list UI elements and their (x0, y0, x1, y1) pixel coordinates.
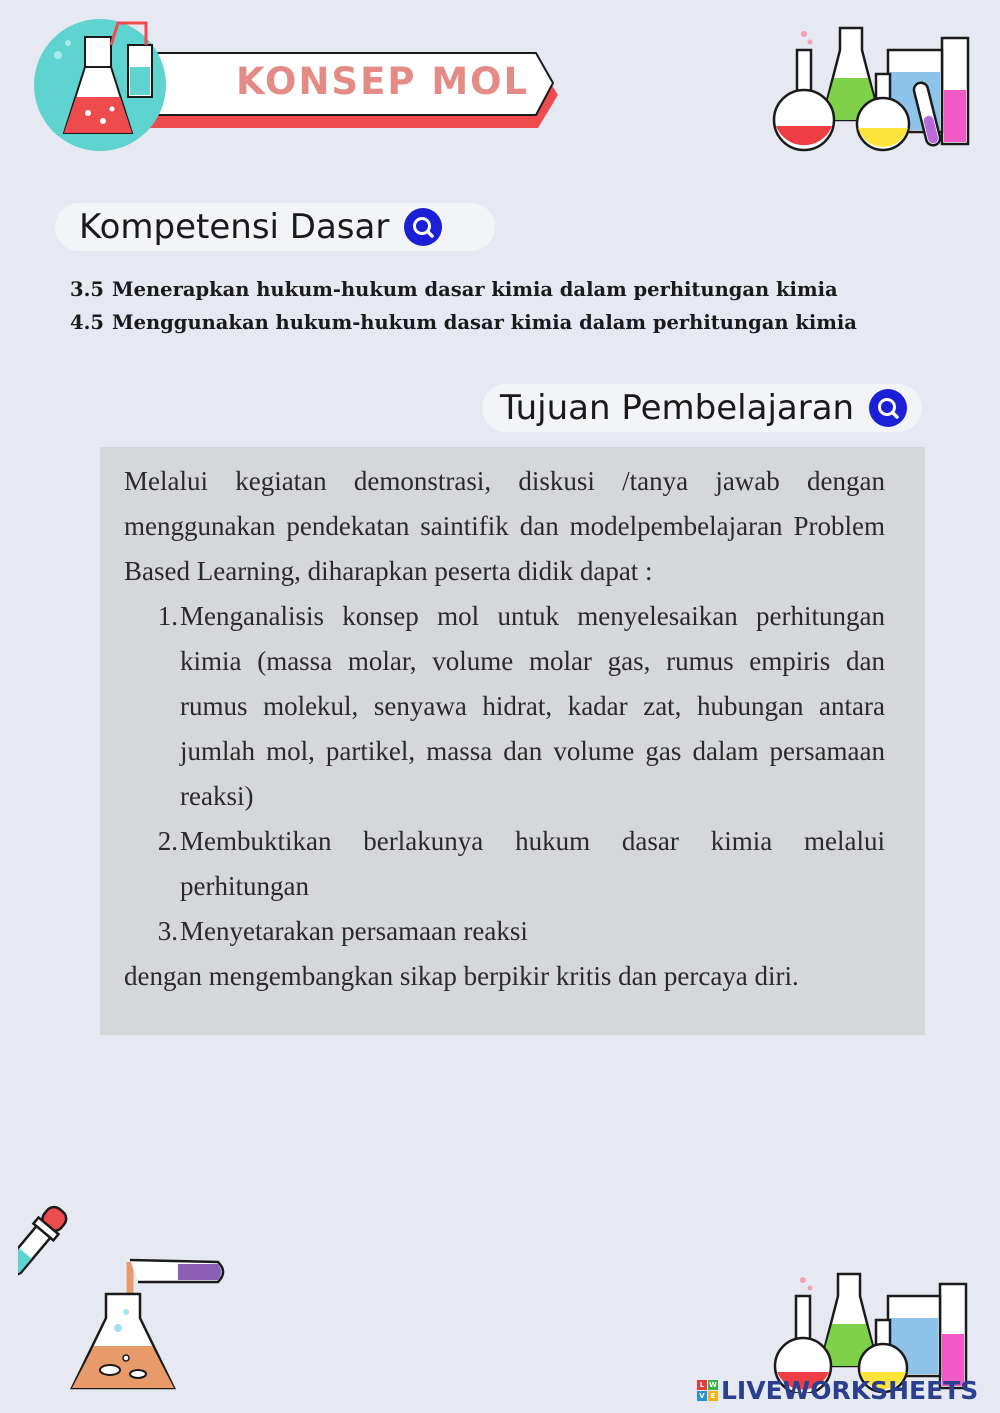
search-icon (868, 388, 908, 428)
objective-item (124, 594, 885, 819)
dropper-flask-icon (18, 1198, 233, 1398)
objective-text: Menganalisis konsep mol untuk menyelesaikan perhitungan kimia (massa molar, volume molar gas, rumus empiris dan rumus molekul, senyawa hidrat, kadar zat, hubungan antara jumlah mol, partikel, massa dan volume gas dalam persamaan reaksi) (180, 601, 885, 811)
logo-tile: L (697, 1380, 707, 1390)
objective-number: 3. (157, 916, 178, 946)
kompetensi-text: Menerapkan hukum-hukum dasar kimia dalam perhitungan kimia (112, 278, 838, 301)
objective-text: Menyetarakan persamaan reaksi (180, 916, 528, 946)
learning-objectives-box (100, 447, 925, 1035)
liveworksheets-logo (697, 1380, 718, 1401)
kompetensi-text: Menggunakan hukum-hukum dasar kimia dalam perhitungan kimia (112, 311, 857, 334)
watermark-text: LIVEWORKSHEETS (721, 1376, 979, 1405)
objective-number: 2. (157, 826, 178, 856)
lab-glassware-icon (770, 20, 985, 152)
liveworksheets-watermark (697, 1376, 978, 1405)
objective-item (124, 909, 885, 954)
logo-tile: E (708, 1391, 718, 1401)
search-icon (403, 207, 443, 247)
tujuan-heading: Tujuan Pembelajaran (500, 388, 855, 428)
kompetensi-number: 3.5 (70, 278, 104, 301)
page-title: KONSEP MOL (236, 60, 530, 103)
kompetensi-item (70, 311, 857, 334)
section-heading-tujuan (482, 384, 922, 432)
lab-glassware-icon (770, 1268, 985, 1393)
kompetensi-number: 4.5 (70, 311, 104, 334)
logo-tile: V (697, 1391, 707, 1401)
logo-tile: W (709, 1381, 717, 1389)
objective-intro: Melalui kegiatan demonstrasi, diskusi /tanya jawab dengan menggunakan pendekatan saintifik dan modelpembelajaran Problem Based Learning, diharapkan peserta didik dapat : (124, 466, 885, 586)
objective-item (124, 819, 885, 909)
objective-number: 1. (157, 601, 178, 631)
kompetensi-item (70, 278, 838, 301)
kompetensi-heading: Kompetensi Dasar (79, 207, 390, 247)
section-heading-kompetensi (55, 203, 495, 251)
objective-list (124, 594, 885, 954)
objective-closing: dengan mengembangkan sikap berpikir kritis dan percaya diri. (124, 961, 799, 991)
objective-text: Membuktikan berlakunya hukum dasar kimia melalui perhitungan (180, 826, 885, 901)
